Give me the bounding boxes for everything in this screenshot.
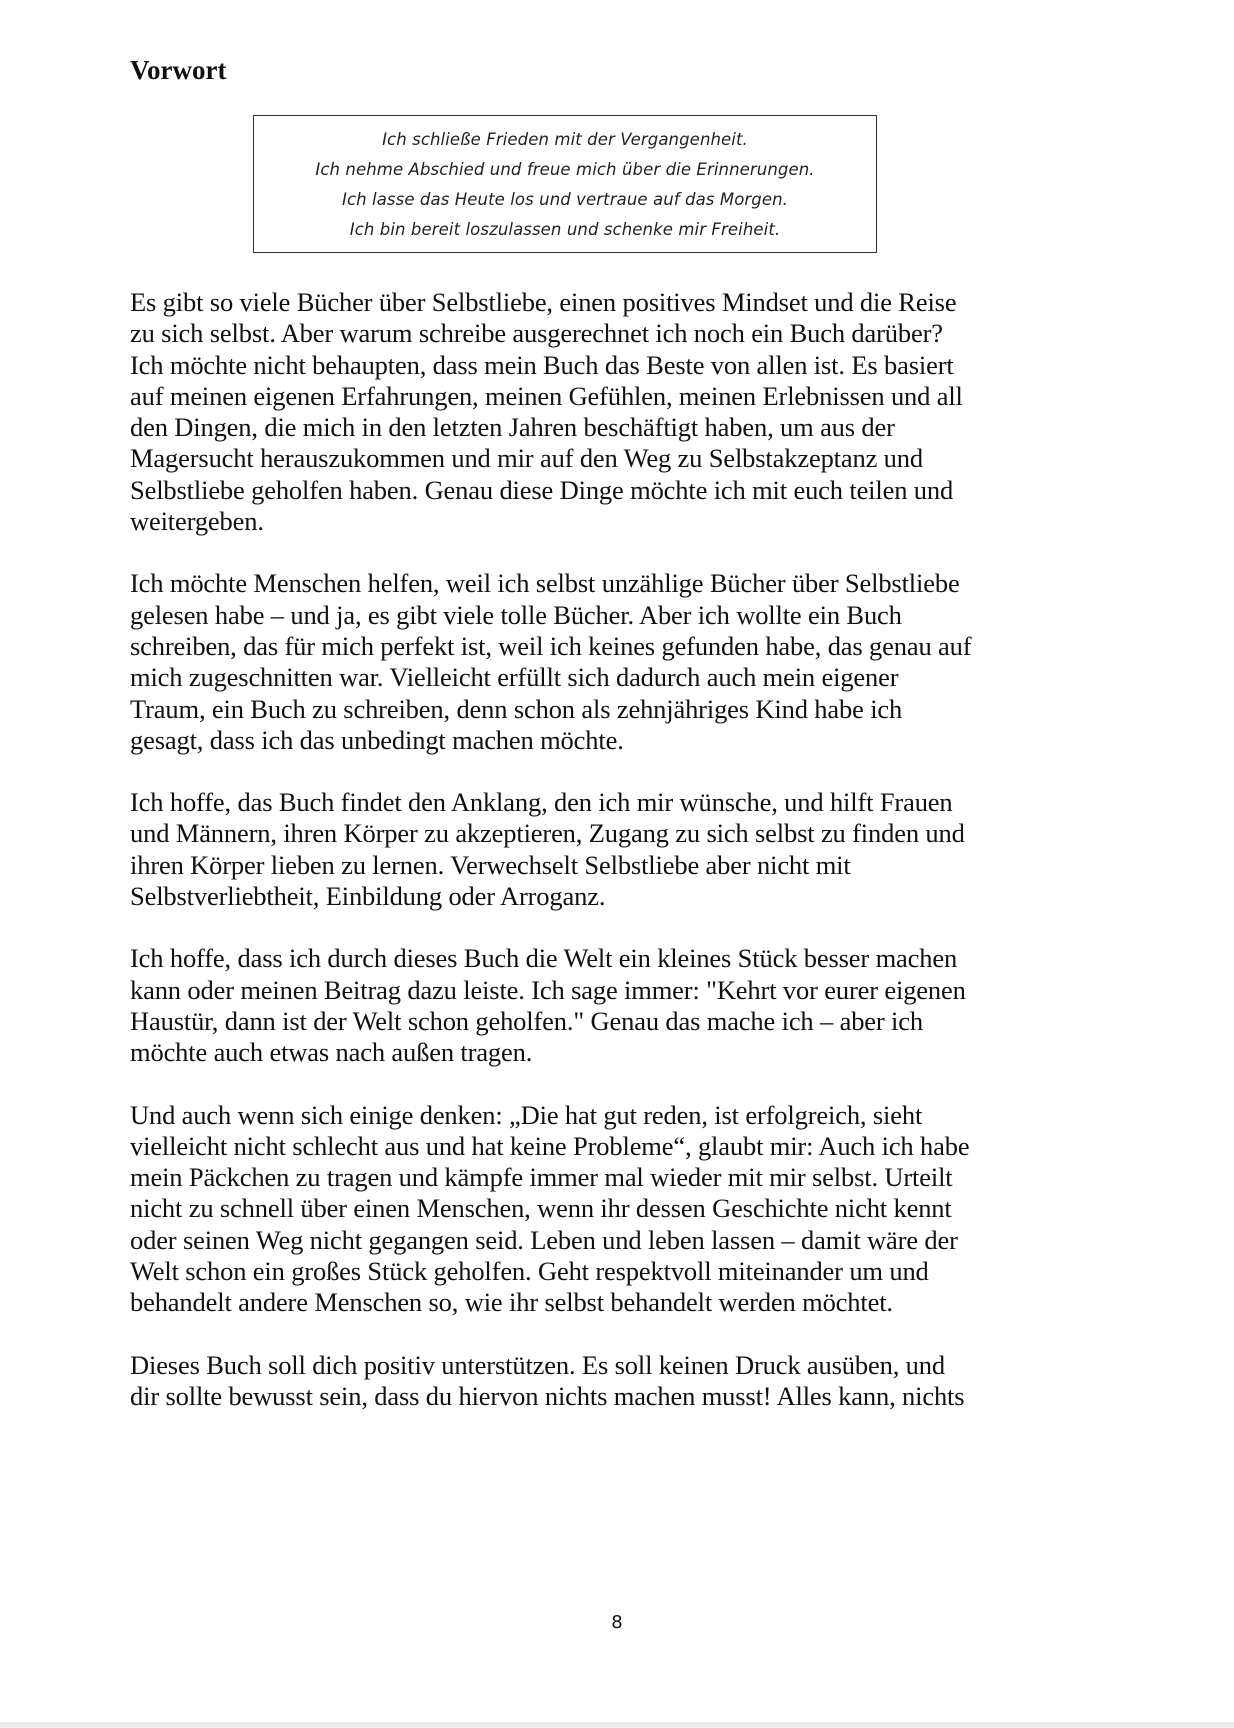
text-line: zu sich selbst. Aber warum schreibe ausgerechnet ich noch ein Buch darüber? (130, 318, 943, 349)
text-line: schreiben, das für mich perfekt ist, weil ich keines gefunden habe, das genau auf (130, 630, 972, 661)
text-line: gesagt, dass ich das unbedingt machen möchte. (130, 724, 624, 755)
paragraph (130, 943, 1130, 1068)
text-line: Magersucht herauszukommen und mir auf den Weg zu Selbstakzeptanz und (130, 443, 923, 474)
paragraph (130, 287, 1130, 537)
text-line: den Dingen, die mich in den letzten Jahren beschäftigt haben, um aus der (130, 412, 895, 443)
text-line: Ich hoffe, das Buch findet den Anklang, den ich mir wünsche, und hilft Frauen (130, 787, 953, 818)
affirmation-line: Ich bin bereit loszulassen und schenke mir Freiheit. (349, 220, 781, 239)
text-line: ihren Körper lieben zu lernen. Verwechselt Selbstliebe aber nicht mit (130, 849, 851, 880)
chapter-heading: Vorwort (130, 55, 227, 85)
text-line: Es gibt so viele Bücher über Selbstliebe, einen positives Mindset und die Reise (130, 287, 957, 317)
text-line: Ich möchte nicht behaupten, dass mein Buch das Beste von allen ist. Es basiert (130, 349, 954, 380)
text-line: dir sollte bewusst sein, dass du hiervon nichts machen musst! Alles kann, nichts (130, 1380, 965, 1411)
affirmation-line: Ich lasse das Heute los und vertraue auf das Morgen. (342, 190, 788, 209)
affirmation-box (253, 115, 877, 253)
text-line: nicht zu schnell über einen Menschen, wenn ihr dessen Geschichte nicht kennt (130, 1193, 952, 1224)
paragraph (130, 1100, 1130, 1319)
text-line: auf meinen eigenen Erfahrungen, meinen Gefühlen, meinen Erlebnissen und all (130, 380, 963, 411)
text-line: kann oder meinen Beitrag dazu leiste. Ich sage immer: "Kehrt vor eurer eigenen (130, 974, 966, 1005)
text-line: Welt schon ein großes Stück geholfen. Geht respektvoll miteinander um und (130, 1256, 929, 1287)
text-line: oder seinen Weg nicht gegangen seid. Leben und leben lassen – damit wäre der (130, 1224, 958, 1255)
text-line: Und auch wenn sich einige denken: „Die hat gut reden, ist erfolgreich, sieht (130, 1099, 923, 1130)
text-line: vielleicht nicht schlecht aus und hat keine Probleme“, glaubt mir: Auch ich habe (130, 1130, 970, 1161)
affirmation-line: Ich nehme Abschied und freue mich über die Erinnerungen. (315, 160, 815, 179)
text-line: gelesen habe – und ja, es gibt viele tolle Bücher. Aber ich wollte ein Buch (130, 599, 902, 630)
text-line: Dieses Buch soll dich positiv unterstützen. Es soll keinen Druck ausüben, und (130, 1349, 945, 1380)
body-text (130, 287, 1130, 1443)
text-line: Selbstliebe geholfen haben. Genau diese Dinge möchte ich mit euch teilen und (130, 474, 954, 505)
text-line: weitergeben. (130, 506, 264, 537)
page-number: 8 (611, 1612, 623, 1633)
paragraph (130, 1350, 1130, 1413)
text-line: Ich hoffe, dass ich durch dieses Buch die Welt ein kleines Stück besser machen (130, 943, 958, 974)
text-line: Haustür, dann ist der Welt schon geholfen." Genau das mache ich – aber ich (130, 1005, 923, 1036)
text-line: möchte auch etwas nach außen tragen. (130, 1037, 533, 1068)
text-line: Traum, ein Buch zu schreiben, denn schon als zehnjähriges Kind habe ich (130, 693, 903, 724)
text-line: Ich möchte Menschen helfen, weil ich selbst unzählige Bücher über Selbstliebe (130, 568, 960, 599)
text-line: mein Päckchen zu tragen und kämpfe immer mal wieder mit mir selbst. Urteilt (130, 1162, 953, 1193)
text-line: behandelt andere Menschen so, wie ihr selbst behandelt werden möchtet. (130, 1287, 893, 1318)
paragraph (130, 568, 1130, 756)
text-line: und Männern, ihren Körper zu akzeptieren, Zugang zu sich selbst zu finden und (130, 818, 965, 849)
text-line: mich zugeschnitten war. Vielleicht erfüllt sich dadurch auch mein eigener (130, 662, 899, 693)
page-bottom-edge (0, 1722, 1234, 1728)
paragraph (130, 787, 1130, 912)
affirmation-line: Ich schließe Frieden mit der Vergangenheit. (382, 130, 748, 149)
text-line: Selbstverliebtheit, Einbildung oder Arroganz. (130, 881, 606, 912)
